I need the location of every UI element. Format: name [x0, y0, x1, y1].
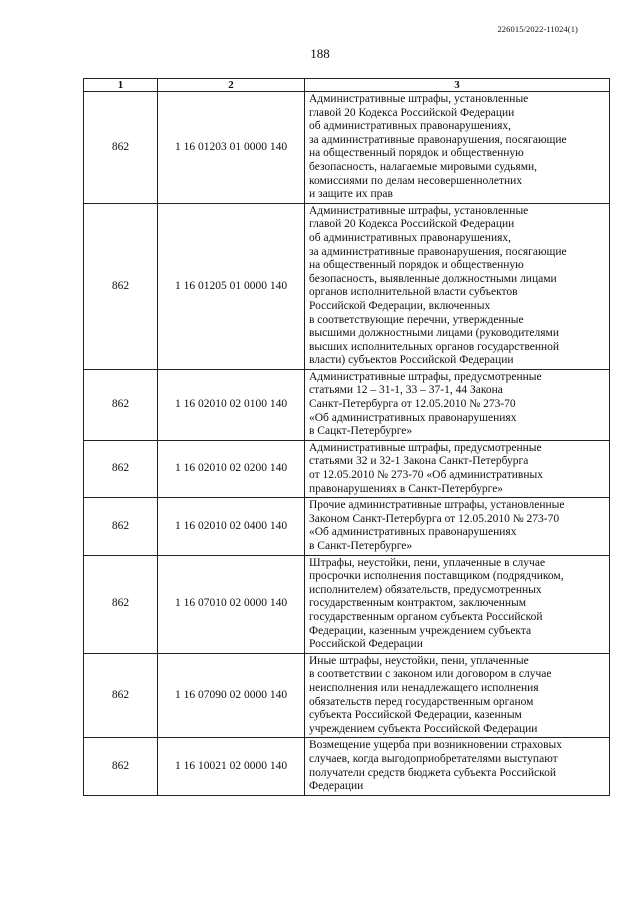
kbk-code-cell: 1 16 02010 02 0200 140 [158, 440, 305, 497]
description-line: и защите их прав [309, 188, 393, 201]
admin-code-cell: 862 [84, 738, 158, 795]
description-line: Возмещение ущерба при возникновении страховых [309, 739, 562, 752]
admin-code-cell: 862 [84, 653, 158, 738]
revenue-description-cell [305, 92, 610, 204]
kbk-code-cell: 1 16 01205 01 0000 140 [158, 203, 305, 369]
description-line: высших исполнительных органов государственной [309, 340, 560, 353]
description-line: случаев, когда выгодоприобретателями выступают [309, 752, 558, 765]
kbk-code-cell: 1 16 10021 02 0000 140 [158, 738, 305, 795]
description-line: за административные правонарушения, посягающие [309, 245, 567, 258]
revenue-description-cell [305, 738, 610, 795]
revenue-description-cell [305, 498, 610, 555]
description-line: Штрафы, неустойки, пени, уплаченные в случае [309, 556, 546, 569]
description-line: исполнителем) обязательств, предусмотренных [309, 583, 542, 596]
description-line: в Сацкт-Петербурге» [309, 425, 413, 438]
description-line: «Об административных правонарушениях [309, 526, 517, 539]
description-line: на общественный порядок и общественную [309, 147, 524, 160]
budget-revenue-table [83, 78, 610, 796]
description-line: Федерации [309, 780, 364, 793]
column-header-2: 2 [158, 79, 305, 92]
admin-code-cell: 862 [84, 203, 158, 369]
description-line: главой 20 Кодекса Российской Федерации [309, 218, 515, 231]
description-line: Российской Федерации [309, 638, 423, 651]
description-line: обязательств перед государственным органом [309, 695, 534, 708]
kbk-code-cell: 1 16 01203 01 0000 140 [158, 92, 305, 204]
page-number: 188 [310, 46, 330, 61]
description-line: Федерации, казенным учреждением субъекта [309, 624, 532, 637]
column-header-1: 1 [84, 79, 158, 92]
table-row [84, 498, 610, 555]
revenue-description-cell [305, 555, 610, 653]
description-line: Санкт-Петербурга от 12.05.2010 № 273-70 [309, 398, 516, 411]
admin-code-cell: 862 [84, 440, 158, 497]
description-line: комиссиями по делам несовершеннолетних [309, 174, 523, 187]
description-line: об административных правонарушениях, [309, 120, 512, 133]
description-line: власти) субъектов Российской Федерации [309, 354, 514, 367]
table-header-row [84, 79, 610, 92]
description-line: субъекта Российской Федерации, казенным [309, 709, 522, 722]
revenue-description-cell [305, 369, 610, 440]
description-line: Административные штрафы, установленные [309, 93, 529, 105]
table-row [84, 653, 610, 738]
kbk-code-cell: 1 16 02010 02 0400 140 [158, 498, 305, 555]
description-line: Прочие административные штрафы, установленные [309, 499, 565, 512]
kbk-code-cell: 1 16 07010 02 0000 140 [158, 555, 305, 653]
description-line: Законом Санкт-Петербурга от 12.05.2010 № 273-70 [309, 512, 560, 525]
description-line: в соответствии с законом или договором в случае [309, 668, 552, 681]
document-registration-number: 226015/2022-11024(1) [497, 24, 578, 34]
kbk-code-cell: 1 16 07090 02 0000 140 [158, 653, 305, 738]
admin-code-cell: 862 [84, 498, 158, 555]
description-line: статьями 12 – 31-1, 33 – 37-1, 44 Закона [309, 384, 503, 397]
description-line: безопасность, выявленные должностными лицами [309, 272, 557, 285]
description-line: от 12.05.2010 № 273-70 «Об административных [309, 469, 543, 482]
description-line: безопасность, налагаемые мировыми судьями, [309, 160, 538, 173]
description-line: неисполнения или ненадлежащего исполнения [309, 681, 539, 694]
table-row [84, 369, 610, 440]
description-line: государственным органом субъекта Российской [309, 610, 543, 623]
description-line: просрочки исполнения поставщиком (подрядчиком, [309, 570, 564, 583]
description-line: за административные правонарушения, посягающие [309, 133, 567, 146]
description-line: учреждением субъекта Российской Федерации [309, 722, 538, 735]
table-row [84, 440, 610, 497]
revenue-description-cell [305, 203, 610, 369]
admin-code-cell: 862 [84, 92, 158, 204]
column-header-3: 3 [305, 79, 610, 92]
revenue-description-cell [305, 440, 610, 497]
description-line: Иные штрафы, неустойки, пени, уплаченные [309, 654, 529, 667]
description-line: Административные штрафы, установленные [309, 204, 529, 217]
description-line: Российской Федерации, включенных [309, 299, 491, 312]
revenue-description-cell [305, 653, 610, 738]
description-line: в соответствующие перечни, утвержденные [309, 313, 524, 326]
description-line: правонарушениях в Санкт-Петербурге» [309, 482, 504, 495]
table-row [84, 738, 610, 795]
table-row [84, 92, 610, 204]
description-line: получатели средств бюджета субъекта Российской [309, 766, 556, 779]
description-line: об административных правонарушениях, [309, 231, 512, 244]
description-line: «Об административных правонарушениях [309, 411, 517, 424]
description-line: в Санкт-Петербурге» [309, 540, 413, 552]
description-line: органов исполнительной власти субъектов [309, 286, 518, 299]
description-line: государственным контрактом, заключенным [309, 597, 527, 610]
description-line: статьями 32 и 32-1 Закона Санкт-Петербурга [309, 455, 529, 468]
admin-code-cell: 862 [84, 555, 158, 653]
kbk-code-cell: 1 16 02010 02 0100 140 [158, 369, 305, 440]
description-line: Административные штрафы, предусмотренные [309, 441, 542, 454]
table-body [84, 92, 610, 796]
table-row [84, 555, 610, 653]
description-line: Административные штрафы, предусмотренные [309, 370, 542, 383]
description-line: высшими должностными лицами (руководителями [309, 327, 559, 340]
description-line: главой 20 Кодекса Российской Федерации [309, 106, 515, 119]
admin-code-cell: 862 [84, 369, 158, 440]
table-row [84, 203, 610, 369]
description-line: на общественный порядок и общественную [309, 259, 524, 272]
